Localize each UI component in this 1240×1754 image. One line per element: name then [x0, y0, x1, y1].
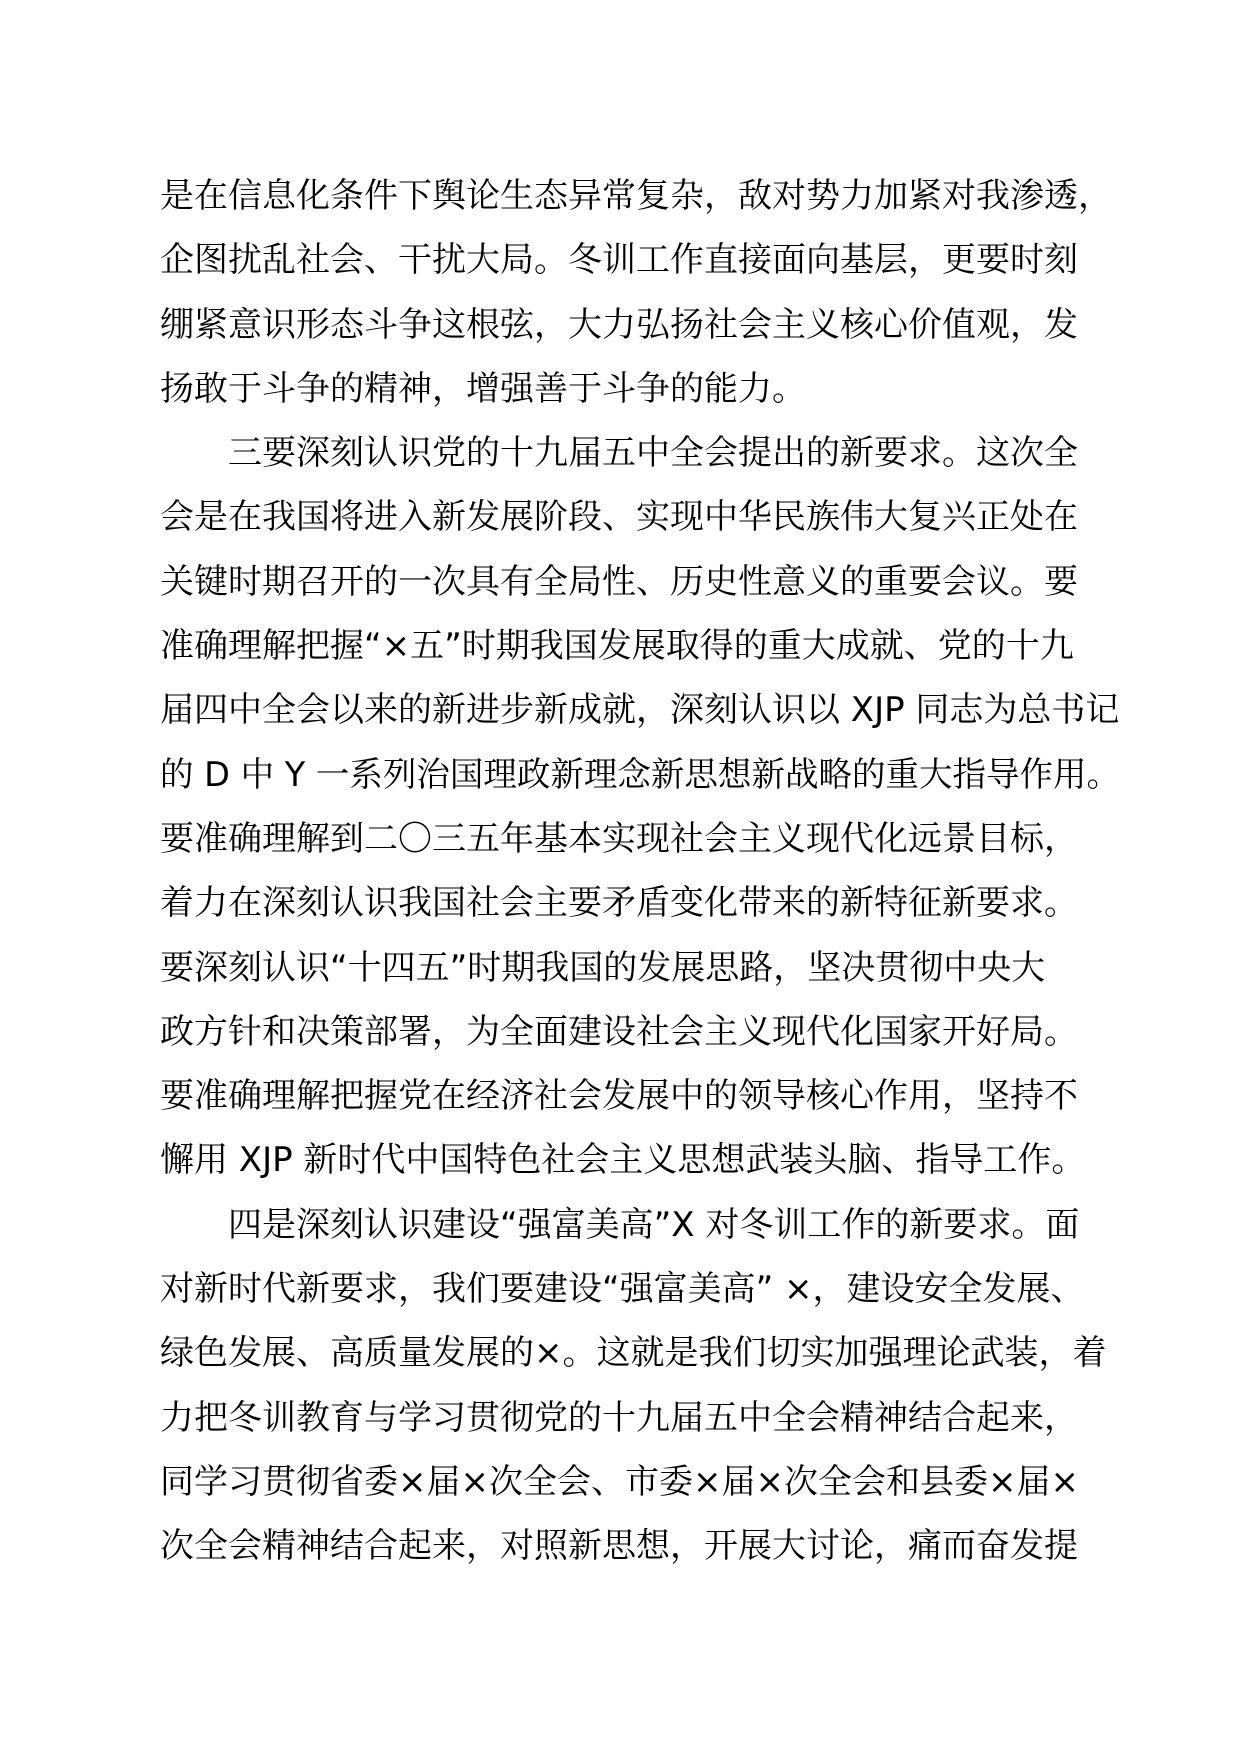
body-text — [160, 164, 1120, 1579]
text-line: 力把冬训教育与学习贯彻党的十九届五中全会精神结合起来， — [160, 1397, 1078, 1438]
text-line: 扬敢于斗争的精神，增强善于斗争的能力。 — [160, 368, 806, 409]
text-line: 政方针和决策部署，为全面建设社会主义现代化国家开好局。 — [160, 1011, 1078, 1052]
text-line: 的 D 中 Y 一系列治国理政新理念新思想新战略的重大指导作用。 — [160, 754, 1120, 795]
text-line: 企图扰乱社会、干扰大局。冬训工作直接面向基层，更要时刻 — [160, 240, 1078, 281]
text-line: 绿色发展、高质量发展的×。这就是我们切实加强理论武装，着 — [160, 1333, 1107, 1374]
text-line: 关键时期召开的一次具有全局性、历史性意义的重要会议。要 — [160, 561, 1078, 602]
text-line: 着力在深刻认识我国社会主要矛盾变化带来的新特征新要求。 — [160, 883, 1078, 924]
paragraph-first-line: 三要深刻认识党的十九届五中全会提出的新要求。这次全 — [228, 433, 1078, 474]
text-line: 要准确理解到二〇三五年基本实现社会主义现代化远景目标， — [160, 818, 1078, 859]
text-line: 届四中全会以来的新进步新成就，深刻认识以 XJP 同志为总书记 — [160, 690, 1120, 731]
text-line: 准确理解把握“×五”时期我国发展取得的重大成就、党的十九 — [160, 626, 1074, 667]
paragraph-first-line: 四是深刻认识建设“强富美高”X 对冬训工作的新要求。面 — [228, 1204, 1080, 1245]
text-line: 要准确理解把握党在经济社会发展中的领导核心作用，坚持不 — [160, 1076, 1078, 1117]
text-line: 绷紧意识形态斗争这根弦，大力弘扬社会主义核心价值观，发 — [160, 304, 1078, 345]
text-line: 懈用 XJP 新时代中国特色社会主义思想武装头脑、指导工作。 — [160, 1140, 1086, 1181]
text-line: 会是在我国将进入新发展阶段、实现中华民族伟大复兴正处在 — [160, 497, 1078, 538]
text-line: 次全会精神结合起来，对照新思想，开展大讨论，痛而奋发提 — [160, 1526, 1078, 1567]
text-line: 对新时代新要求，我们要建设“强富美高” ×，建设安全发展、 — [160, 1269, 1085, 1310]
text-line: 同学习贯彻省委×届×次全会、市委×届×次全会和县委×届× — [160, 1461, 1079, 1502]
text-line: 要深刻认识“十四五”时期我国的发展思路，坚决贯彻中央大 — [160, 947, 1046, 988]
text-line: 是在信息化条件下舆论生态异常复杂，敌对势力加紧对我渗透， — [160, 176, 1112, 216]
